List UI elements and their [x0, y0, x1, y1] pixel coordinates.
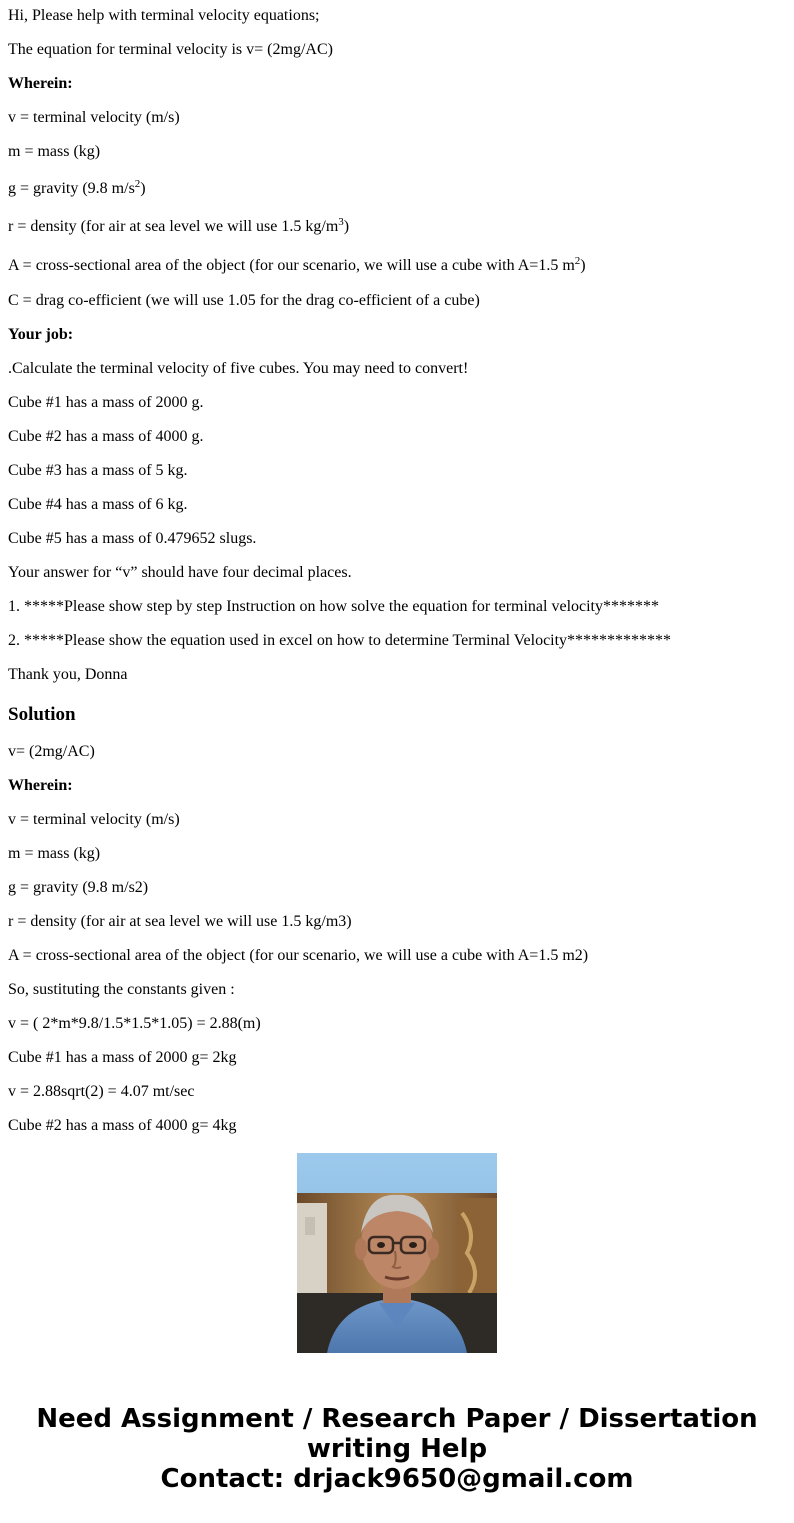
- avatar-photo: [297, 1153, 497, 1353]
- cube-3-text: Cube #3 has a mass of 5 kg.: [8, 462, 188, 479]
- solution-def-area: A = cross-sectional area of the object (for our scenario, we will use a cube with A=1.5 m2): [8, 947, 589, 964]
- footer-banner: [0, 1404, 794, 1494]
- solution-def-gravity: g = gravity (9.8 m/s2): [8, 879, 149, 896]
- cube-1-text: Cube #1 has a mass of 2000 g.: [8, 394, 204, 411]
- def-density: r = density (for air at sea level we will use 1.5 $kg/m^3$): [8, 216, 350, 235]
- solution-wherein-label: Wherein:: [8, 777, 73, 794]
- footer-line-1: Need Assignment / Research Paper / Dissertation: [36, 1404, 758, 1434]
- cube-4-text: Cube #4 has a mass of 6 kg.: [8, 496, 188, 513]
- formula-text: v = ( 2*m*9.8/1.5*1.5*1.05) = 2.88(m): [8, 1015, 261, 1032]
- solution-cube-2-partial: Cube #2 has a mass of 4000 g= 4kg: [8, 1117, 237, 1134]
- def-drag: C = drag co-efficient (we will use 1.05 for the drag co-efficient of a cube): [8, 292, 480, 309]
- wherein-label: Wherein:: [8, 75, 73, 92]
- request-1: 1. *****Please show step by step Instruction on how solve the equation for terminal velocity*******: [8, 598, 659, 615]
- solution-def-mass: m = mass (kg): [8, 845, 101, 862]
- footer-line-2: writing Help: [306, 1434, 488, 1464]
- footer-contact: Contact: drjack9650@gmail.com: [160, 1464, 634, 1494]
- solution-cube-1-result: v = 2.88sqrt(2) = 4.07 mt/sec: [8, 1083, 195, 1100]
- solution-def-density: r = density (for air at sea level we will use 1.5 kg/m3): [8, 913, 352, 930]
- solution-equation: v= (2mg/AC): [8, 743, 95, 760]
- equation-text: The equation for terminal velocity is v= (2mg/AC): [8, 41, 333, 58]
- solution-def-velocity: v = terminal velocity (m/s): [8, 811, 180, 828]
- def-gravity: g = gravity (9.8 $m/s^2$): [8, 178, 146, 197]
- def-mass: m = mass (kg): [8, 143, 101, 160]
- document-content: [8, 0, 788, 1134]
- thanks-text: Thank you, Donna: [8, 666, 128, 683]
- def-area: A = cross-sectional area of the object (for our scenario, we will use a cube with A=1.5 $m^2$): [8, 255, 586, 274]
- solution-heading: Solution: [8, 704, 76, 725]
- cube-2-text: Cube #2 has a mass of 4000 g.: [8, 428, 204, 445]
- request-2: 2. *****Please show the equation used in excel on how to determine Terminal Velocity*************: [8, 632, 672, 649]
- avatar: [297, 1153, 497, 1353]
- job-text: .Calculate the terminal velocity of five cubes. You may need to convert!: [8, 360, 469, 377]
- answer-note: Your answer for “v” should have four decimal places.: [8, 564, 352, 581]
- def-velocity: v = terminal velocity (m/s): [8, 109, 180, 126]
- job-label: Your job:: [8, 326, 74, 343]
- cube-5-text: Cube #5 has a mass of 0.479652 slugs.: [8, 530, 257, 547]
- solution-cube-1: Cube #1 has a mass of 2000 g= 2kg: [8, 1049, 237, 1066]
- substituting-text: So, sustituting the constants given :: [8, 981, 235, 998]
- greeting-text: Hi, Please help with terminal velocity equations;: [8, 7, 320, 24]
